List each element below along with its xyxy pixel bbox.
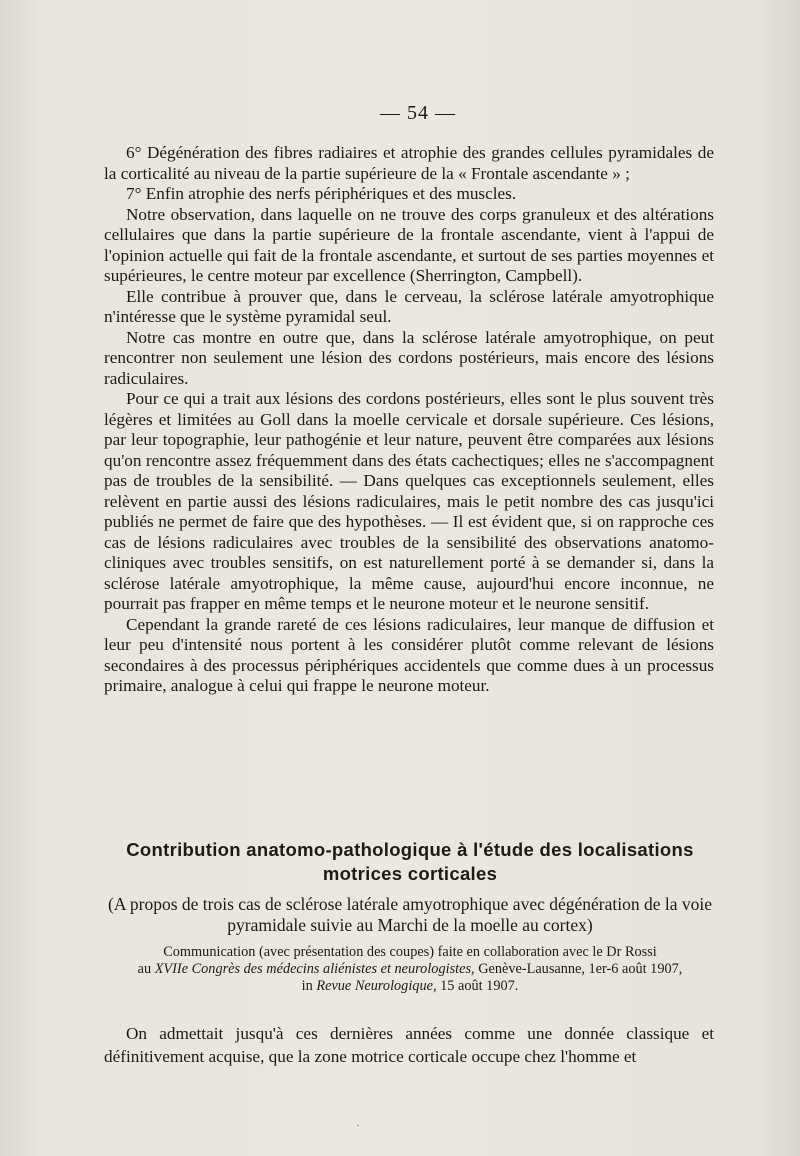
final-text (104, 1022, 714, 1068)
communication-note (104, 944, 716, 995)
section-subtitle: (A propos de trois cas de sclérose latérale amyotrophique avec dégénération de la voie pyramidale suivie au Marchi de la moelle au cortex) (108, 894, 712, 935)
communication-in: in (301, 978, 313, 994)
section-heading (104, 838, 716, 995)
paragraph-lesions: Pour ce qui a trait aux lésions des cordons postérieurs, elles sont le plus souvent très légères et limitées au Goll dans la moelle cervicale et dorsale supérieure. Ces lésions, par leur topographie, leur pathogénie et leur nature, peuvent être comparées aux lésions qu'on rencontre assez fréquemment dans des états cachectiques; elles ne s'accompagnent pas de troubles de la sensibilité. — Dans quelques cas exceptionnels seulement, elles relèvent en partie aussi des lésions radiculaires, mais le petit nombre des cas jusqu'ici publiés ne permet de faire que des hypothèses. — Il est évident que, si on rapproche ces cas de lésions radiculaires avec troubles de la sensibilité des observations anatomo-cliniques avec troubles sensitifs, on est naturellement porté à se demander si, dans la sclérose latérale amyotrophique, la même cause, aujourd'hui encore inconnue, ne pourrait pas frapper en même temps et le neurone moteur et le neurone sensitif. (104, 389, 714, 613)
communication-au: au (137, 961, 152, 977)
stray-mark: · (356, 1118, 360, 1132)
paragraph-final: On admettait jusqu'à ces dernières années comme une donnée classique et définitivement acquise, que la zone motrice corticale occupe chez l'homme et (104, 1024, 714, 1066)
communication-journal: Revue Neurologique, (316, 978, 437, 994)
paragraph-cordons: Notre cas montre en outre que, dans la sclérose latérale amyotrophique, on peut rencontrer non seulement une lésion des cordons postérieurs, mais encore des lésions radiculaires. (104, 327, 714, 388)
paragraph-item-7: 7° Enfin atrophie des nerfs périphériques et des muscles. (126, 184, 517, 203)
section-title: Contribution anatomo-pathologique à l'étude des localisations motrices corticales (126, 839, 694, 884)
paragraph-pyramidal: Elle contribue à prouver que, dans le cerveau, la sclérose latérale amyotrophique n'intéresse que le système pyramidal seul. (104, 286, 714, 326)
paragraph-item-6: 6° Dégénération des fibres radiaires et atrophie des grandes cellules pyramidales de la corticalité au niveau de la partie supérieure de la « Frontale ascendante » ; (104, 143, 714, 183)
page-number: — 54 — (380, 102, 456, 124)
paragraph-observation: Notre observation, dans laquelle on ne trouve des corps granuleux et des altérations cellulaires que dans la partie supérieure de la frontale ascendante, vient à l'appui de l'opinion actuelle qui fait de la frontale ascendante, et surtout de ses parties moyennes et supérieures, le centre moteur par excellence (Sherrington, Campbell). (104, 204, 714, 285)
body-text (104, 143, 714, 697)
communication-congress: XVIIe Congrès des médecins aliénistes et neurologistes, (154, 961, 475, 977)
paragraph-rarete: Cependant la grande rareté de ces lésions radiculaires, leur manque de diffusion et leur peu d'intensité nous portent à les considérer plutôt comme relevant de lésions secondaires à des processus périphériques accidentels que comme dues à un processus primaire, analogue à celui qui frappe le neurone moteur. (104, 614, 714, 695)
communication-line1: Communication (avec présentation des coupes) faite en collaboration avec le Dr Rossi (163, 944, 657, 960)
communication-journal-date: 15 août 1907. (440, 978, 519, 994)
communication-place-date: Genève-Lausanne, 1er-6 août 1907, (478, 961, 683, 977)
